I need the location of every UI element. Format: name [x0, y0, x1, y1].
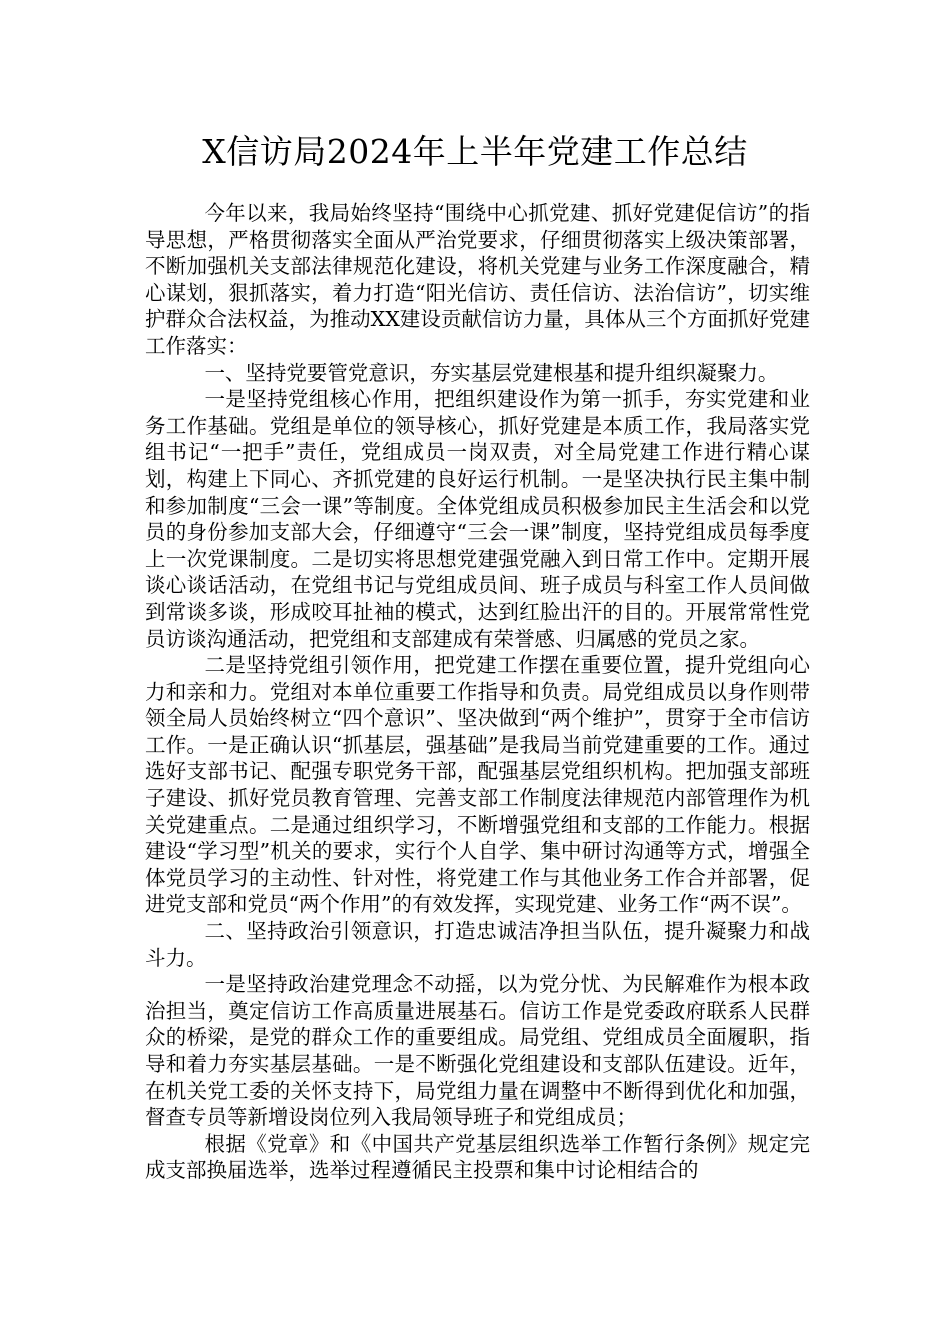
body-paragraph: 二是坚持党组引领作用，把党建工作摆在重要位置，提升党组向心力和亲和力。党组对本单位重要工作指导和负责。局党组成员以身作则带领全局人员始终树立“四个意识”、坚决做到“两个维护”，贯穿于全市信访工作。一是正确认识“抓基层，强基础”是我局当前党建重要的工作。通过选好支部书记、配强专职党务干部，配强基层党组织机构。把加强支部班子建设、抓好党员教育管理、完善支部工作制度法律规范内部管理作为机关党建重点。二是通过组织学习，不断增强党组和支部的工作能力。根据建设“学习型”机关的要求，实行个人自学、集中研讨沟通等方式，增强全体党员学习的主动性、针对性，将党建工作与其他业务工作合并部署，促进党支部和党员“两个作用”的有效发挥，实现党建、业务工作“两不误”。	[145, 653, 810, 917]
document-body	[145, 200, 810, 1184]
section-heading-1: 一、坚持党要管党意识，夯实基层党建根基和提升组织凝聚力。	[204, 360, 779, 385]
body-paragraph: 一是坚持党组核心作用，把组织建设作为第一抓手，夯实党建和业务工作基础。党组是单位的领导核心，抓好党建是本质工作，我局落实党组书记“一把手”责任，党组成员一岗双责，对全局党建工作进行精心谋划，构建上下同心、齐抓党建的良好运行机制。一是坚决执行民主集中制和参加制度“三会一课”等制度。全体党组成员积极参加民主生活会和以党员的身份参加支部大会，仔细遵守“三会一课”制度，坚持党组成员每季度上一次党课制度。二是切实将思想党建强党融入到日常工作中。定期开展谈心谈话活动，在党组书记与党组成员间、班子成员与科室工作人员间做到常谈多谈，形成咬耳扯袖的模式，达到红脸出汗的目的。开展常常性党员访谈沟通活动，把党组和支部建成有荣誉感、归属感的党员之家。	[145, 387, 810, 651]
section-heading-2: 二、坚持政治引领意识，打造忠诚洁净担当队伍，提升凝聚力和战斗力。	[145, 919, 810, 970]
body-paragraph: 一是坚持政治建党理念不动摇，以为党分忧、为民解难作为根本政治担当，奠定信访工作高质量进展基石。信访工作是党委政府联系人民群众的桥梁，是党的群众工作的重要组成。局党组、党组成员全面履职，指导和着力夯实基层基础。一是不断强化党组建设和支部队伍建设。近年，在机关党工委的关怀支持下，局党组力量在调整中不断得到优化和加强，督查专员等新增设岗位列入我局领导班子和党组成员；	[145, 972, 810, 1130]
intro-paragraph: 今年以来，我局始终坚持“围绕中心抓党建、抓好党建促信访”的指导思想，严格贯彻落实全面从严治党要求，仔细贯彻落实上级决策部署，不断加强机关支部法律规范化建设，将机关党建与业务工作深度融合，精心谋划，狠抓落实，着力打造“阳光信访、责任信访、法治信访”，切实维护群众合法权益，为推动XX建设贡献信访力量，具体从三个方面抓好党建工作落实：	[145, 201, 810, 358]
body-paragraph: 根据《党章》和《中国共产党基层组织选举工作暂行条例》规定完成支部换届选举，选举过程遵循民主投票和集中讨论相结合的	[145, 1131, 810, 1183]
document-title: X信访局2024年上半年党建工作总结	[202, 132, 748, 171]
